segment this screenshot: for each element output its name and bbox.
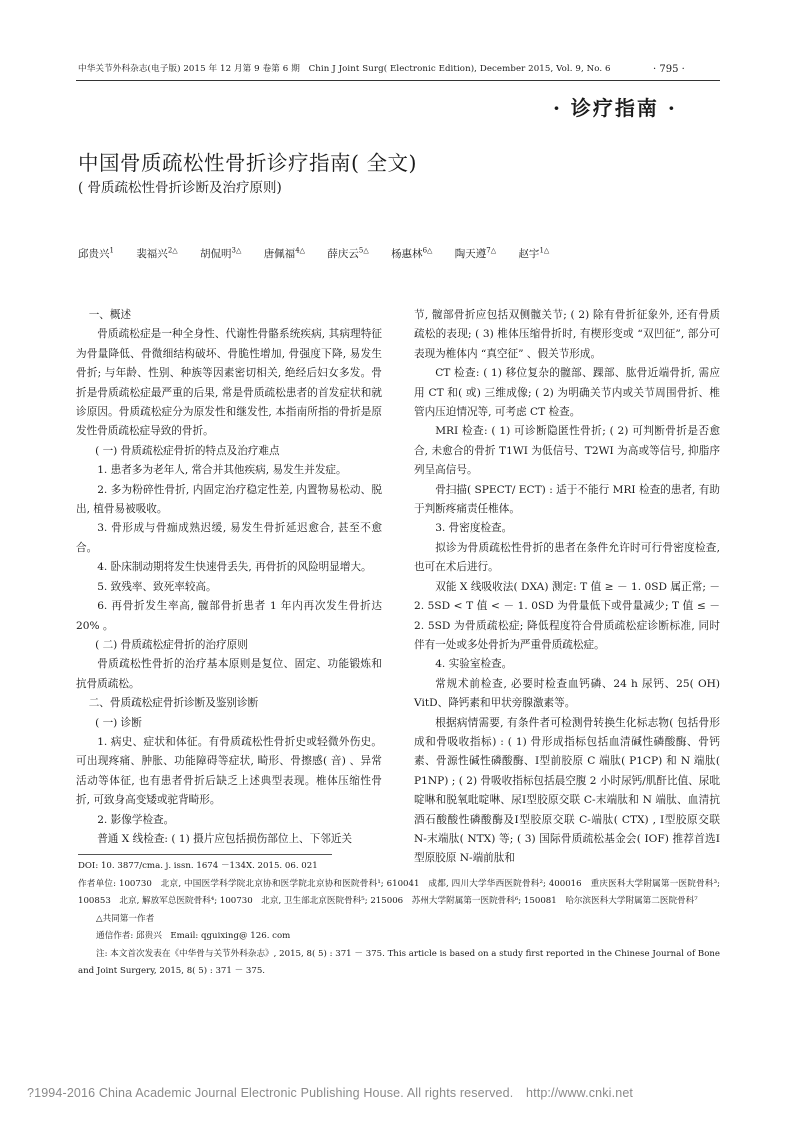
body-column-right: [414, 306, 720, 869]
author: 赵宇$^{1\triangle}$: [518, 246, 550, 260]
paragraph: 拟诊为骨质疏松性骨折的患者在条件允许时可行骨密度检查, 也可在术后进行。: [414, 541, 720, 574]
paragraph: 1. 病史、症状和体征。有骨质疏松性骨折史或轻微外伤史。可出现疼痛、肿胀、功能障碍等症状, 畸形、骨擦感( 音) 、异常活动等体征, 也有患者骨折后缺乏上述典型表现。椎体压缩性骨折, 可致身高变矮或驼背畸形。: [76, 735, 382, 807]
paragraph: 骨质疏松性骨折的治疗基本原则是复位、固定、功能锻炼和抗骨质疏松。: [76, 658, 382, 690]
paragraph: ( 二) 骨质疏松症骨折的治疗原则: [95, 638, 248, 651]
footnote-rule: [78, 854, 332, 855]
paragraph: △共同第一作者: [96, 913, 155, 924]
paragraph: 4. 卧床制动期将发生快速骨丢失, 再骨折的风险明显增大。: [97, 561, 372, 574]
paragraph: ( 一) 诊断: [95, 716, 142, 729]
copyright-notice: ?1994-2016 China Academic Journal Electronic Publishing House. All rights reserved. http://www.cnki.net: [27, 1086, 634, 1100]
article-title: 中国骨质疏松性骨折诊疗指南( 全文): [78, 151, 418, 175]
paragraph: ( 一) 骨质疏松症骨折的特点及治疗难点: [95, 444, 280, 457]
author-list: [78, 246, 568, 261]
paragraph: 通信作者: 邱贵兴 Email: qguixing@ 126. com: [96, 931, 291, 941]
paragraph: 节, 髋部骨折应包括双侧髋关节; ( 2) 除有骨折征象外, 还有骨质疏松的表现; ( 3) 椎体压缩骨折时, 有楔形变或 “双凹征”, 部分可表现为椎体内 “真空征” 、假关节形成。: [414, 309, 720, 360]
paragraph: 骨质疏松症是一种全身性、代谢性骨骼系统疾病, 其病理特征为骨量降低、骨微细结构破坏、骨脆性增加, 骨强度下降, 易发生骨折; 与年龄、性别、种族等因素密切相关, 绝经后妇女多发。骨折是骨质疏松症最严重的后果, 常是骨质疏松患者的首发症状和就诊原因。骨质疏松症分为原发性和继发性, 本指南所指的骨折是原发性骨质疏松症导致的骨折。: [76, 328, 382, 438]
paragraph: 普通 X 线检查: ( 1) 摄片应包括损伤部位上、下邻近关: [97, 832, 353, 845]
paragraph: 6. 再骨折发生率高, 髋部骨折患者 1 年内再次发生骨折达 20% 。: [76, 600, 382, 632]
paragraph: 3. 骨密度检查。: [435, 522, 513, 535]
author: 胡侃明$^{3\triangle}$: [200, 246, 242, 260]
paragraph: 一、概述: [88, 309, 132, 321]
paragraph: 常规术前检查, 必要时检查血钙磷、24 h 尿钙、25( OH) VitD、降钙素和甲状旁腺激素等。: [414, 677, 720, 710]
header-rule: [76, 80, 720, 81]
paragraph: 1. 患者多为老年人, 常合并其他疾病, 易发生并发症。: [97, 464, 347, 477]
author: 裴福兴$^{2\triangle}$: [136, 246, 178, 260]
paragraph: 5. 致残率、致死率较高。: [97, 580, 217, 593]
paragraph: 4. 实验室检查。: [435, 658, 513, 671]
paragraph: 3. 骨形成与骨痂成熟迟缓, 易发生骨折延迟愈合, 甚至不愈合。: [76, 522, 382, 554]
author: 唐佩福$^{4\triangle}$: [263, 246, 306, 260]
paragraph: 作者单位: 100730 北京, 中国医学科学院北京协和医学院北京协和医院骨科¹; 610041 成都, 四川大学华西医院骨科²; 400016 重庆医科大学附属第一医院骨科³; 100853 北京, 解放军总医院骨科⁴; 100730 北京, 卫生部北京医院骨科⁵; 215006 苏州大学附属第一医院骨科⁶; 150081 哈尔滨医科大学附属第二医院骨科⁷: [78, 878, 720, 906]
paragraph: 骨扫描( SPECT/ ECT) : 适于不能行 MRI 检查的患者, 有助于判断疼痛责任椎体。: [414, 483, 720, 516]
paragraph: 注: 本文首次发表在《中华骨与关节外科杂志》, 2015, 8( 5) : 371 － 375. This article is based on a study first reported in the Chinese Journal of Bone and Joint Surgery, 2015, 8( 5) : 371 － 375.: [78, 948, 720, 976]
author: 杨惠林$^{6\triangle}$: [391, 246, 433, 260]
paragraph: 二、骨质疏松症骨折诊断及鉴别诊断: [88, 697, 259, 710]
footnotes: [78, 858, 720, 981]
paragraph: 根据病情需要, 有条件者可检测骨转换生化标志物( 包括骨形成和骨吸收指标) : ( 1) 骨形成指标包括血清碱性磷酸酶、骨钙素、骨源性碱性磷酸酶、Ⅰ型前胶原 C 端肽( P1CP) 和 N 端肽( P1NP) ; ( 2) 骨吸收指标包括晨空腹 2 小时尿钙/肌酐比值、尿吡啶啉和脱氧吡啶啉、尿Ⅰ型胶原交联 C-末端肽和 N 端肽、血清抗酒石酸酸性磷酸酶及Ⅰ型胶原交联 C-端肽( CTX) , Ⅰ型胶原交联 N-末端肽( NTX) 等; ( 3) 国际骨质疏松基金会( IOF) 推荐首选Ⅰ型原胶原 N-端前肽和: [414, 716, 720, 865]
paragraph: MRI 检查: ( 1) 可诊断隐匿性骨折; ( 2) 可判断骨折是否愈合, 未愈合的骨折 T1WI 为低信号、T2WI 为高或等信号, 抑脂序列呈高信号。: [414, 425, 720, 477]
article-subtitle: ( 骨质疏松性骨折诊断及治疗原则): [78, 180, 282, 196]
paragraph: 2. 影像学检查。: [97, 813, 175, 826]
running-head: 中华关节外科杂志(电子版) 2015 年 12 月第 9 卷第 6 期 Chin J Joint Surg( Electronic Edition), December 2015, Vol. 9, No. 6: [78, 64, 611, 74]
body-column-left: [76, 306, 382, 849]
author: 薛庆云$^{5\triangle}$: [327, 246, 369, 260]
paragraph: 双能 X 线吸收法( DXA) 测定: T 值 ≥ － 1. 0SD 属正常; －2. 5SD < T 值 < － 1. 0SD 为骨量低下或骨量减少; T 值 ≤ －2. 5SD 为骨质疏松症; 降低程度符合骨质疏松症诊断标准, 同时伴有一处或多处骨折为严重骨质疏松症。: [414, 580, 720, 651]
paragraph: DOI: 10. 3877/cma. j. issn. 1674 －134X. 2015. 06. 021: [78, 861, 318, 871]
author: 邱贵兴$^1$: [78, 246, 114, 260]
paragraph: 2. 多为粉碎性骨折, 内固定治疗稳定性差, 内置物易松动、脱出, 植骨易被吸收。: [76, 483, 382, 516]
paragraph: CT 检查: ( 1) 移位复杂的髋部、踝部、肱骨近端骨折, 需应用 CT 和( 或) 三维成像; ( 2) 为明确关节内或关节周围骨折、椎管内压迫情况等, 可考虑 CT 检查。: [414, 367, 720, 419]
section-banner: · 诊疗指南 ·: [553, 96, 677, 120]
author: 陶天遵$^{7\triangle}$: [454, 246, 497, 260]
page-number: · 795 ·: [653, 64, 685, 75]
